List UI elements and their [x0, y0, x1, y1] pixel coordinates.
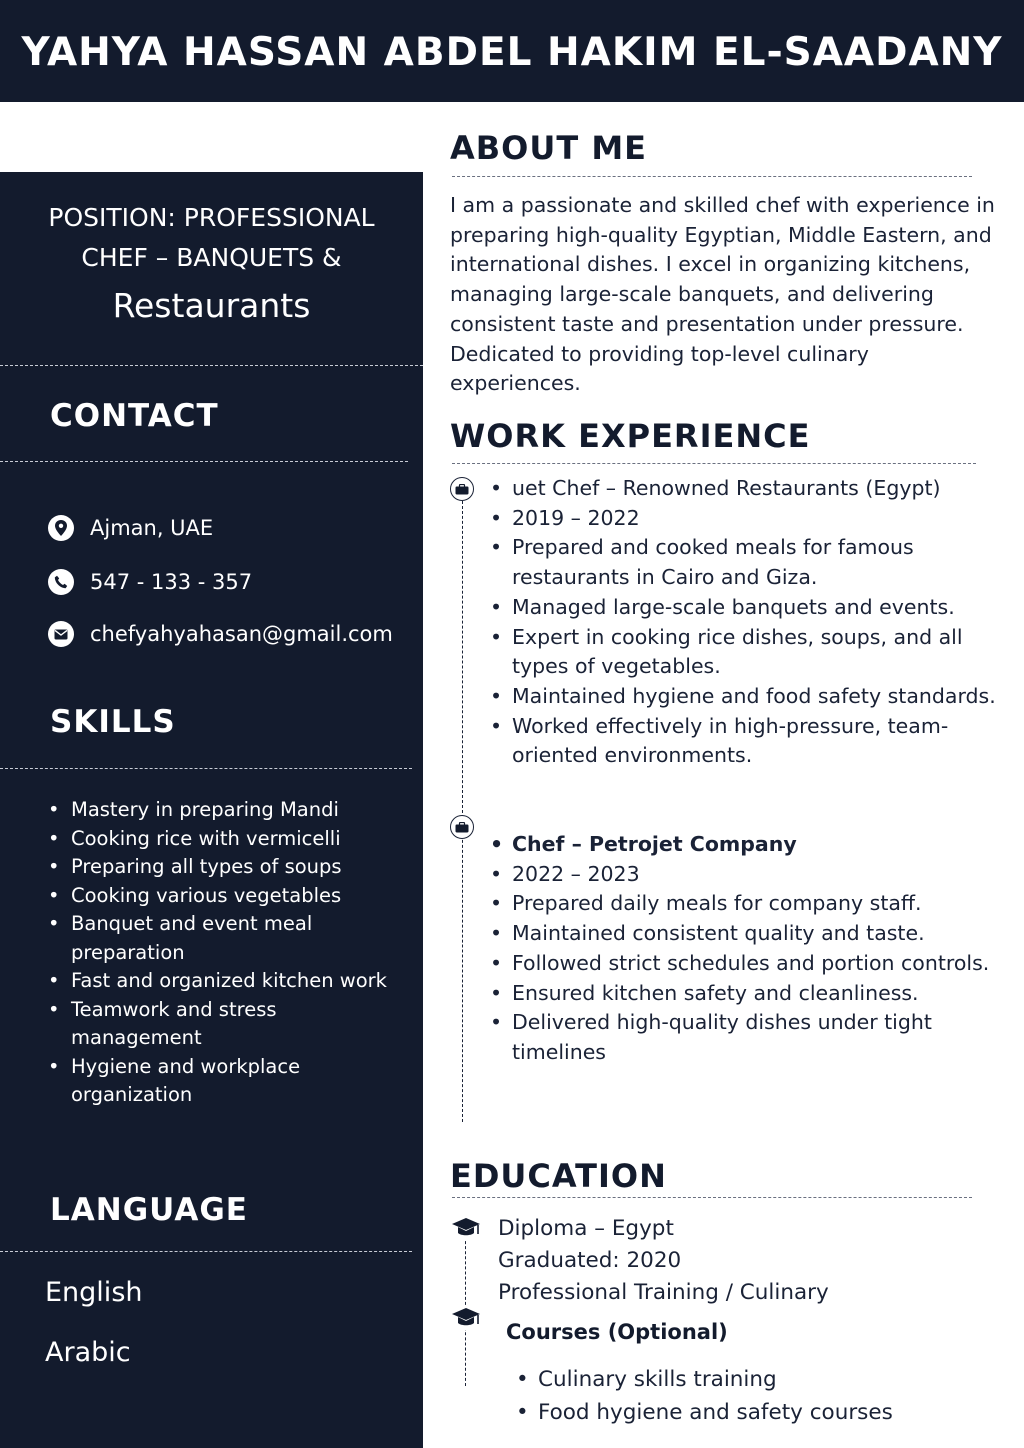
- candidate-name: YAHYA HASSAN ABDEL HAKIM EL-SAADANY: [21, 30, 1003, 75]
- contact-phone: [48, 568, 252, 596]
- work-divider: [452, 463, 976, 464]
- skill-item: • Teamwork and stress management: [48, 996, 408, 1053]
- job-duty: • Expert in cooking rice dishes, soups, and all types of vegetables.: [490, 623, 1010, 682]
- contact-heading: CONTACT: [50, 398, 219, 434]
- skill-item: • Hygiene and workplace organization: [48, 1053, 408, 1110]
- work-heading: WORK EXPERIENCE: [450, 417, 811, 455]
- position-line-3: Restaurants: [112, 286, 311, 325]
- job-duty: • Ensured kitchen safety and cleanliness.: [490, 979, 1010, 1009]
- briefcase-icon: [450, 477, 474, 501]
- location-pin-icon: [48, 515, 74, 541]
- contact-email[interactable]: [48, 620, 393, 648]
- job-duty: • Maintained consistent quality and taste.: [490, 919, 1010, 949]
- graduation-cap-icon: [451, 1306, 481, 1330]
- phone-text: 547 - 133 - 357: [90, 570, 253, 594]
- location-text: Ajman, UAE: [90, 516, 214, 540]
- skills-divider: [0, 768, 412, 769]
- language-heading: LANGUAGE: [50, 1192, 248, 1228]
- position-line-1: POSITION: PROFESSIONAL: [48, 203, 375, 232]
- language-item: English: [45, 1277, 143, 1308]
- briefcase-icon: [450, 815, 474, 839]
- skill-item: • Fast and organized kitchen work: [48, 967, 408, 996]
- phone-icon: [48, 569, 74, 595]
- position-title: [0, 198, 423, 334]
- skill-item: • Cooking various vegetables: [48, 882, 408, 911]
- position-line-2: CHEF – BANQUETS &: [81, 243, 342, 272]
- job-role: • uet Chef – Renowned Restaurants (Egypt): [490, 474, 1010, 504]
- job-1-list: [490, 474, 1010, 771]
- job-duty: • Followed strict schedules and portion controls.: [490, 949, 1010, 979]
- language-divider: [0, 1251, 412, 1252]
- about-heading: ABOUT ME: [450, 129, 648, 167]
- job-role: • Chef – Petrojet Company: [490, 830, 1010, 860]
- language-item: Arabic: [45, 1337, 131, 1368]
- job-duty: • Managed large-scale banquets and events.: [490, 593, 1010, 623]
- course-item: • Food hygiene and safety courses: [516, 1397, 893, 1430]
- job-2-list: [490, 830, 1010, 1068]
- job-duty: • Delivered high-quality dishes under tight timelines: [490, 1008, 1010, 1067]
- contact-divider: [0, 461, 408, 462]
- job-duty: • Prepared daily meals for company staff.: [490, 889, 1010, 919]
- education-graduated: Graduated: 2020: [498, 1248, 682, 1273]
- education-diploma: Diploma – Egypt: [498, 1216, 674, 1241]
- skills-heading: SKILLS: [50, 704, 176, 740]
- email-icon: [48, 621, 74, 647]
- header-banner: [0, 0, 1024, 102]
- course-item: • Culinary skills training: [516, 1364, 893, 1397]
- skills-list: [48, 796, 408, 1110]
- job-duty: • Worked effectively in high-pressure, team-oriented environments.: [490, 712, 1010, 771]
- job-duty: • Prepared and cooked meals for famous restaurants in Cairo and Giza.: [490, 533, 1010, 592]
- contact-location: [48, 514, 213, 542]
- email-text[interactable]: chefyahyahasan@gmail.com: [90, 622, 393, 646]
- courses-list: [516, 1364, 893, 1429]
- job-duty: • Maintained hygiene and food safety standards.: [490, 682, 1010, 712]
- about-text: I am a passionate and skilled chef with experience in preparing high-quality Egyptian, Middle Eastern, and international dishes. I excel in organizing kitchens, managing large-scale banquets, and delivering consistent taste and presentation under pressure. Dedicated to providing top-level culinary experiences.: [450, 193, 995, 396]
- skill-item: • Banquet and event meal preparation: [48, 910, 408, 967]
- job-dates: • 2022 – 2023: [490, 860, 1010, 890]
- education-heading: EDUCATION: [450, 1157, 667, 1195]
- skill-item: • Mastery in preparing Mandi: [48, 796, 408, 825]
- graduation-cap-icon: [451, 1216, 481, 1240]
- skill-item: • Cooking rice with vermicelli: [48, 825, 408, 854]
- skill-item: • Preparing all types of soups: [48, 853, 408, 882]
- courses-heading: Courses (Optional): [506, 1320, 728, 1344]
- about-divider: [452, 176, 972, 177]
- education-training: Professional Training / Culinary: [498, 1280, 829, 1305]
- job-dates: • 2019 – 2022: [490, 504, 1010, 534]
- position-divider: [0, 365, 423, 366]
- education-divider: [452, 1197, 972, 1198]
- work-timeline: [462, 496, 463, 1122]
